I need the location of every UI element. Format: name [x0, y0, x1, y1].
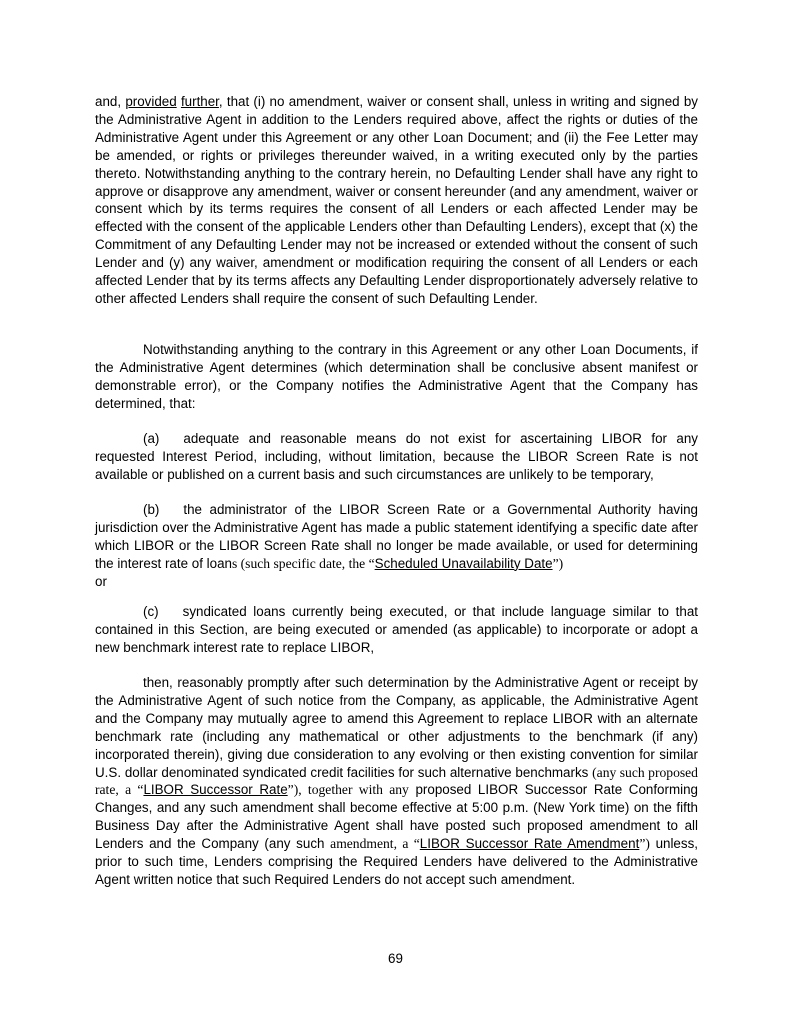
- list-item-b: [95, 501, 698, 591]
- text-run: ”): [639, 836, 650, 852]
- text-run: s (such specific date, the “: [231, 555, 375, 571]
- list-item-a-text: adequate and reasonable means do not exist for ascertaining LIBOR for any requested Interest Period, including, without limitation, because the LIBOR Screen Rate is not available or published on a current basis and such circumstances are unlikely to be temporary,: [95, 431, 698, 482]
- term-provided: provided: [125, 94, 177, 109]
- term-libor-successor-rate-amendment: LIBOR Successor Rate Amendment: [419, 836, 640, 852]
- page-number: 69: [388, 951, 403, 966]
- text-run: amendment, a “: [330, 836, 420, 852]
- term-scheduled-unavailability-date: Scheduled Unavailability Date: [374, 555, 553, 571]
- text-run: and,: [95, 94, 126, 109]
- paragraph-notwithstanding: Notwithstanding anything to the contrary in this Agreement or any other Loan Documents, if the Administrative Agent determines (which determination shall be conclusive absent manifest or demonstrable error), or the Company notifies the Administrative Agent that the Company has determined, that:: [95, 342, 698, 411]
- text-run: or: [95, 573, 107, 589]
- text-run: unless, prior to such time, Lenders comprising the Required Lenders have delivered to the Administrative Agent written notice that such Required Lenders do not accept such amendment.: [95, 836, 698, 887]
- list-item-a: [95, 430, 698, 484]
- text-run: proposed LIBOR Successor Rate Conforming Changes, and any such amendment shall become effective at 5:00 p.m. (New York time) on the fifth Business Day after the Administrative Agent shall have posted such proposed amendment to all Lenders and the Company (any such: [95, 782, 698, 852]
- text-run: ”): [552, 555, 564, 571]
- text-run: ”), together with any: [287, 782, 409, 798]
- paragraph-amendment-provisos: [95, 93, 698, 308]
- list-marker-a: (a): [143, 431, 160, 446]
- list-item-b-text: the administrator of the LIBOR Screen Rate or a Governmental Authority having jurisdiction over the Administrative Agent has made a public statement identifying a specific date after which LIBOR or the LIBOR Screen Rate shall no longer be made available, or used for determining the interest rate of loan: [95, 502, 698, 571]
- list-item-c-text: syndicated loans currently being executed, or that include language similar to that contained in this Section, are being executed or amended (as applicable) to incorporate or adopt a new benchmark interest rate to replace LIBOR,: [95, 604, 698, 655]
- text-run: then, reasonably promptly after such determination by the Administrative Agent or receipt by the Administrative Agent of such notice from the Company, as applicable, the Administrative Agent and the Company may mutually agree to amend this Agreement to replace LIBOR with an alternate benchmark rate (including any mathematical or other adjustments to the benchmark (if any) incorporated therein), giving due consideration to any evolving or then existing convention for similar U.S. dollar denominated syndicated credit facilities for such alternative benchmarks: [95, 675, 698, 780]
- text-run: (any such proposed rate, a “: [95, 764, 698, 798]
- text-run: , that (i) no amendment, waiver or consent shall, unless in writing and signed by the Administrative Agent in addition to the Lenders required above, affect the rights or duties of the Administrative Agent under this Agreement or any other Loan Document; and (ii) the Fee Letter may be amended, or rights or privileges thereunder waived, in a writing executed only by the parties thereto. Notwithstanding anything to the contrary herein, no Defaulting Lender shall have any right to approve or disapprove any amendment, waiver or consent hereunder (and any amendment, waiver or consent which by its terms requires the consent of all Lenders or each affected Lender may be effected with the consent of the applicable Lenders other than Defaulting Lenders), except that (x) the Commitment of any Defaulting Lender may not be increased or extended without the consent of such Lender and (y) any waiver, amendment or modification requiring the consent of all Lenders or each affected Lender that by its terms affects any Defaulting Lender disproportionately adversely relative to other affected Lenders shall require the consent of such Defaulting Lender.: [95, 94, 699, 306]
- list-item-c: [95, 603, 698, 657]
- paragraph-then: [95, 674, 698, 889]
- list-marker-c: (c): [143, 604, 159, 619]
- term-further: further: [180, 94, 219, 109]
- list-marker-b: (b): [143, 502, 160, 517]
- term-libor-successor-rate: LIBOR Successor Rate: [143, 782, 288, 798]
